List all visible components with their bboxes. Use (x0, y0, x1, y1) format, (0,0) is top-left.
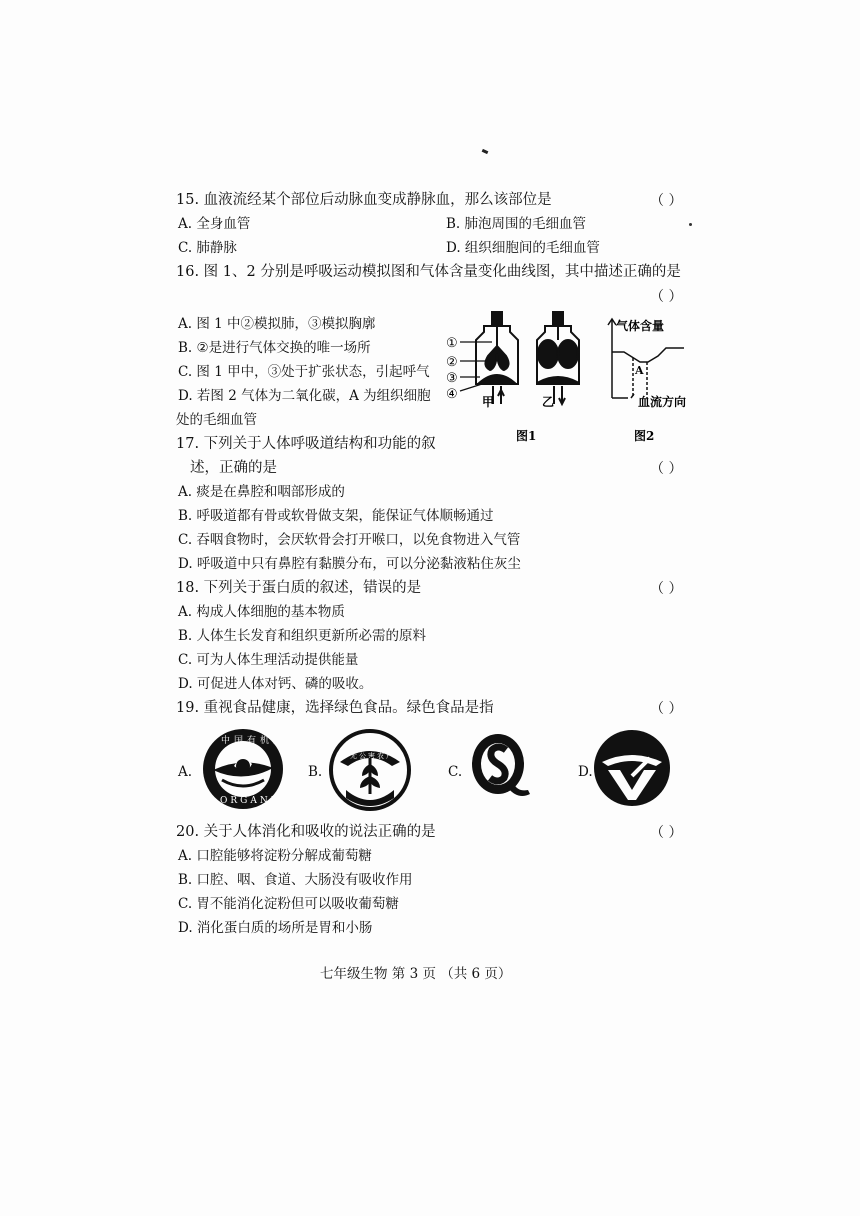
fig1-label-2: ② (446, 355, 458, 370)
jar-jia (476, 312, 518, 404)
q17-option-d[interactable]: D. 呼吸道中只有鼻腔有黏膜分布，可以分泌黏液粘住灰尘 (178, 556, 521, 572)
q20-option-d[interactable]: D. 消化蛋白质的场所是胃和小肠 (178, 920, 373, 936)
answer-paren-15[interactable]: （ ） (650, 193, 683, 209)
stray-mark (482, 149, 489, 154)
logo-a-bottom-text: ORGANIC (220, 796, 288, 806)
question-20-stem: 20. 关于人体消化和吸收的说法正确的是 (176, 824, 436, 840)
q15-option-c[interactable]: C. 肺静脉 (178, 240, 237, 256)
pollution-free-logo-icon (328, 728, 412, 812)
fig1-label-3: ③ (446, 371, 458, 386)
q18-option-c[interactable]: C. 可为人体生理活动提供能量 (178, 652, 359, 668)
q17-option-a[interactable]: A. 痰是在鼻腔和咽部形成的 (178, 484, 345, 500)
q20-option-c[interactable]: C. 胃不能消化淀粉但可以吸收葡萄糖 (178, 896, 399, 912)
question-15-stem: 15. 血液流经某个部位后动脉血变成静脉血，那么该部位是 (176, 192, 552, 208)
question-16-stem: 16. 图 1、2 分别是呼吸运动模拟图和气体含量变化曲线图，其中描述正确的是 (176, 264, 681, 280)
q16-option-b[interactable]: B. ②是进行气体交换的唯一场所 (178, 340, 371, 356)
q15-option-a[interactable]: A. 全身血管 (178, 216, 251, 232)
green-food-logo-icon (592, 728, 672, 808)
fig1-label-1: ① (446, 336, 458, 351)
speck-mark (689, 223, 692, 226)
fig1-jia: 甲 (482, 395, 495, 409)
q16-option-d-cont: 处的毛细血管 (176, 412, 257, 428)
q16-option-a[interactable]: A. 图 1 中②模拟肺，③模拟胸廓 (178, 316, 376, 332)
question-17-stem-cont: 述，正确的是 (190, 460, 277, 476)
logo-b-top-text: 无公害农产品 (350, 752, 404, 760)
question-18-stem: 18. 下列关于蛋白质的叙述，错误的是 (176, 580, 422, 596)
q19-option-b[interactable]: B. (308, 764, 323, 780)
jar-yi (537, 312, 579, 404)
page-footer: 七年级生物 第 3 页 （共 6 页） (320, 966, 512, 982)
q18-option-d[interactable]: D. 可促进人体对钙、磷的吸收。 (178, 676, 373, 692)
question-19-stem: 19. 重视食品健康，选择绿色食品。绿色食品是指 (176, 700, 494, 716)
figure-2-gas-curve (606, 316, 706, 446)
fig2-caption: 图2 (634, 429, 655, 443)
q20-option-a[interactable]: A. 口腔能够将淀粉分解成葡萄糖 (178, 848, 372, 864)
q15-option-d[interactable]: D. 组织细胞间的毛细血管 (446, 240, 600, 256)
qs-logo-icon (468, 728, 532, 802)
q18-option-b[interactable]: B. 人体生长发育和组织更新所必需的原料 (178, 628, 427, 644)
fig2-ylabel: 气体含量 (616, 319, 665, 333)
q19-option-a[interactable]: A. (178, 764, 193, 780)
q19-option-d[interactable]: D. (578, 764, 593, 780)
answer-paren-20[interactable]: （ ） (650, 825, 683, 841)
q15-option-b[interactable]: B. 肺泡周围的毛细血管 (446, 216, 587, 232)
answer-paren-18[interactable]: （ ） (650, 581, 683, 597)
logo-a-top-text: 中国有机产品 (221, 736, 300, 746)
answer-paren-17[interactable]: （ ） (650, 461, 683, 477)
fig1-label-4: ④ (446, 387, 458, 402)
q16-option-d[interactable]: D. 若图 2 气体为二氧化碳，A 为组织细胞 (178, 388, 431, 404)
fig1-caption: 图1 (516, 429, 537, 443)
q18-option-a[interactable]: A. 构成人体细胞的基本物质 (178, 604, 345, 620)
organic-food-logo-icon (200, 726, 300, 812)
q17-option-c[interactable]: C. 吞咽食物时，会厌软骨会打开喉口，以免食物进入气管 (178, 532, 521, 548)
answer-paren-19[interactable]: （ ） (650, 701, 683, 717)
answer-paren-16[interactable]: （ ） (650, 289, 683, 305)
q19-option-c[interactable]: C. (448, 764, 463, 780)
fig1-yi: 乙 (542, 395, 555, 409)
q16-option-c[interactable]: C. 图 1 甲中，③处于扩张状态，引起呼气 (178, 364, 430, 380)
q20-option-b[interactable]: B. 口腔、咽、食道、大肠没有吸收作用 (178, 872, 413, 888)
question-17-stem: 17. 下列关于人体呼吸道结构和功能的叙 (176, 436, 436, 452)
q17-option-b[interactable]: B. 呼吸道都有骨或软骨做支架，能保证气体顺畅通过 (178, 508, 494, 524)
fig2-xlabel: 血流方向 (638, 395, 687, 409)
fig2-region-a: A (635, 364, 644, 377)
figure-1-breathing-model (446, 310, 596, 450)
